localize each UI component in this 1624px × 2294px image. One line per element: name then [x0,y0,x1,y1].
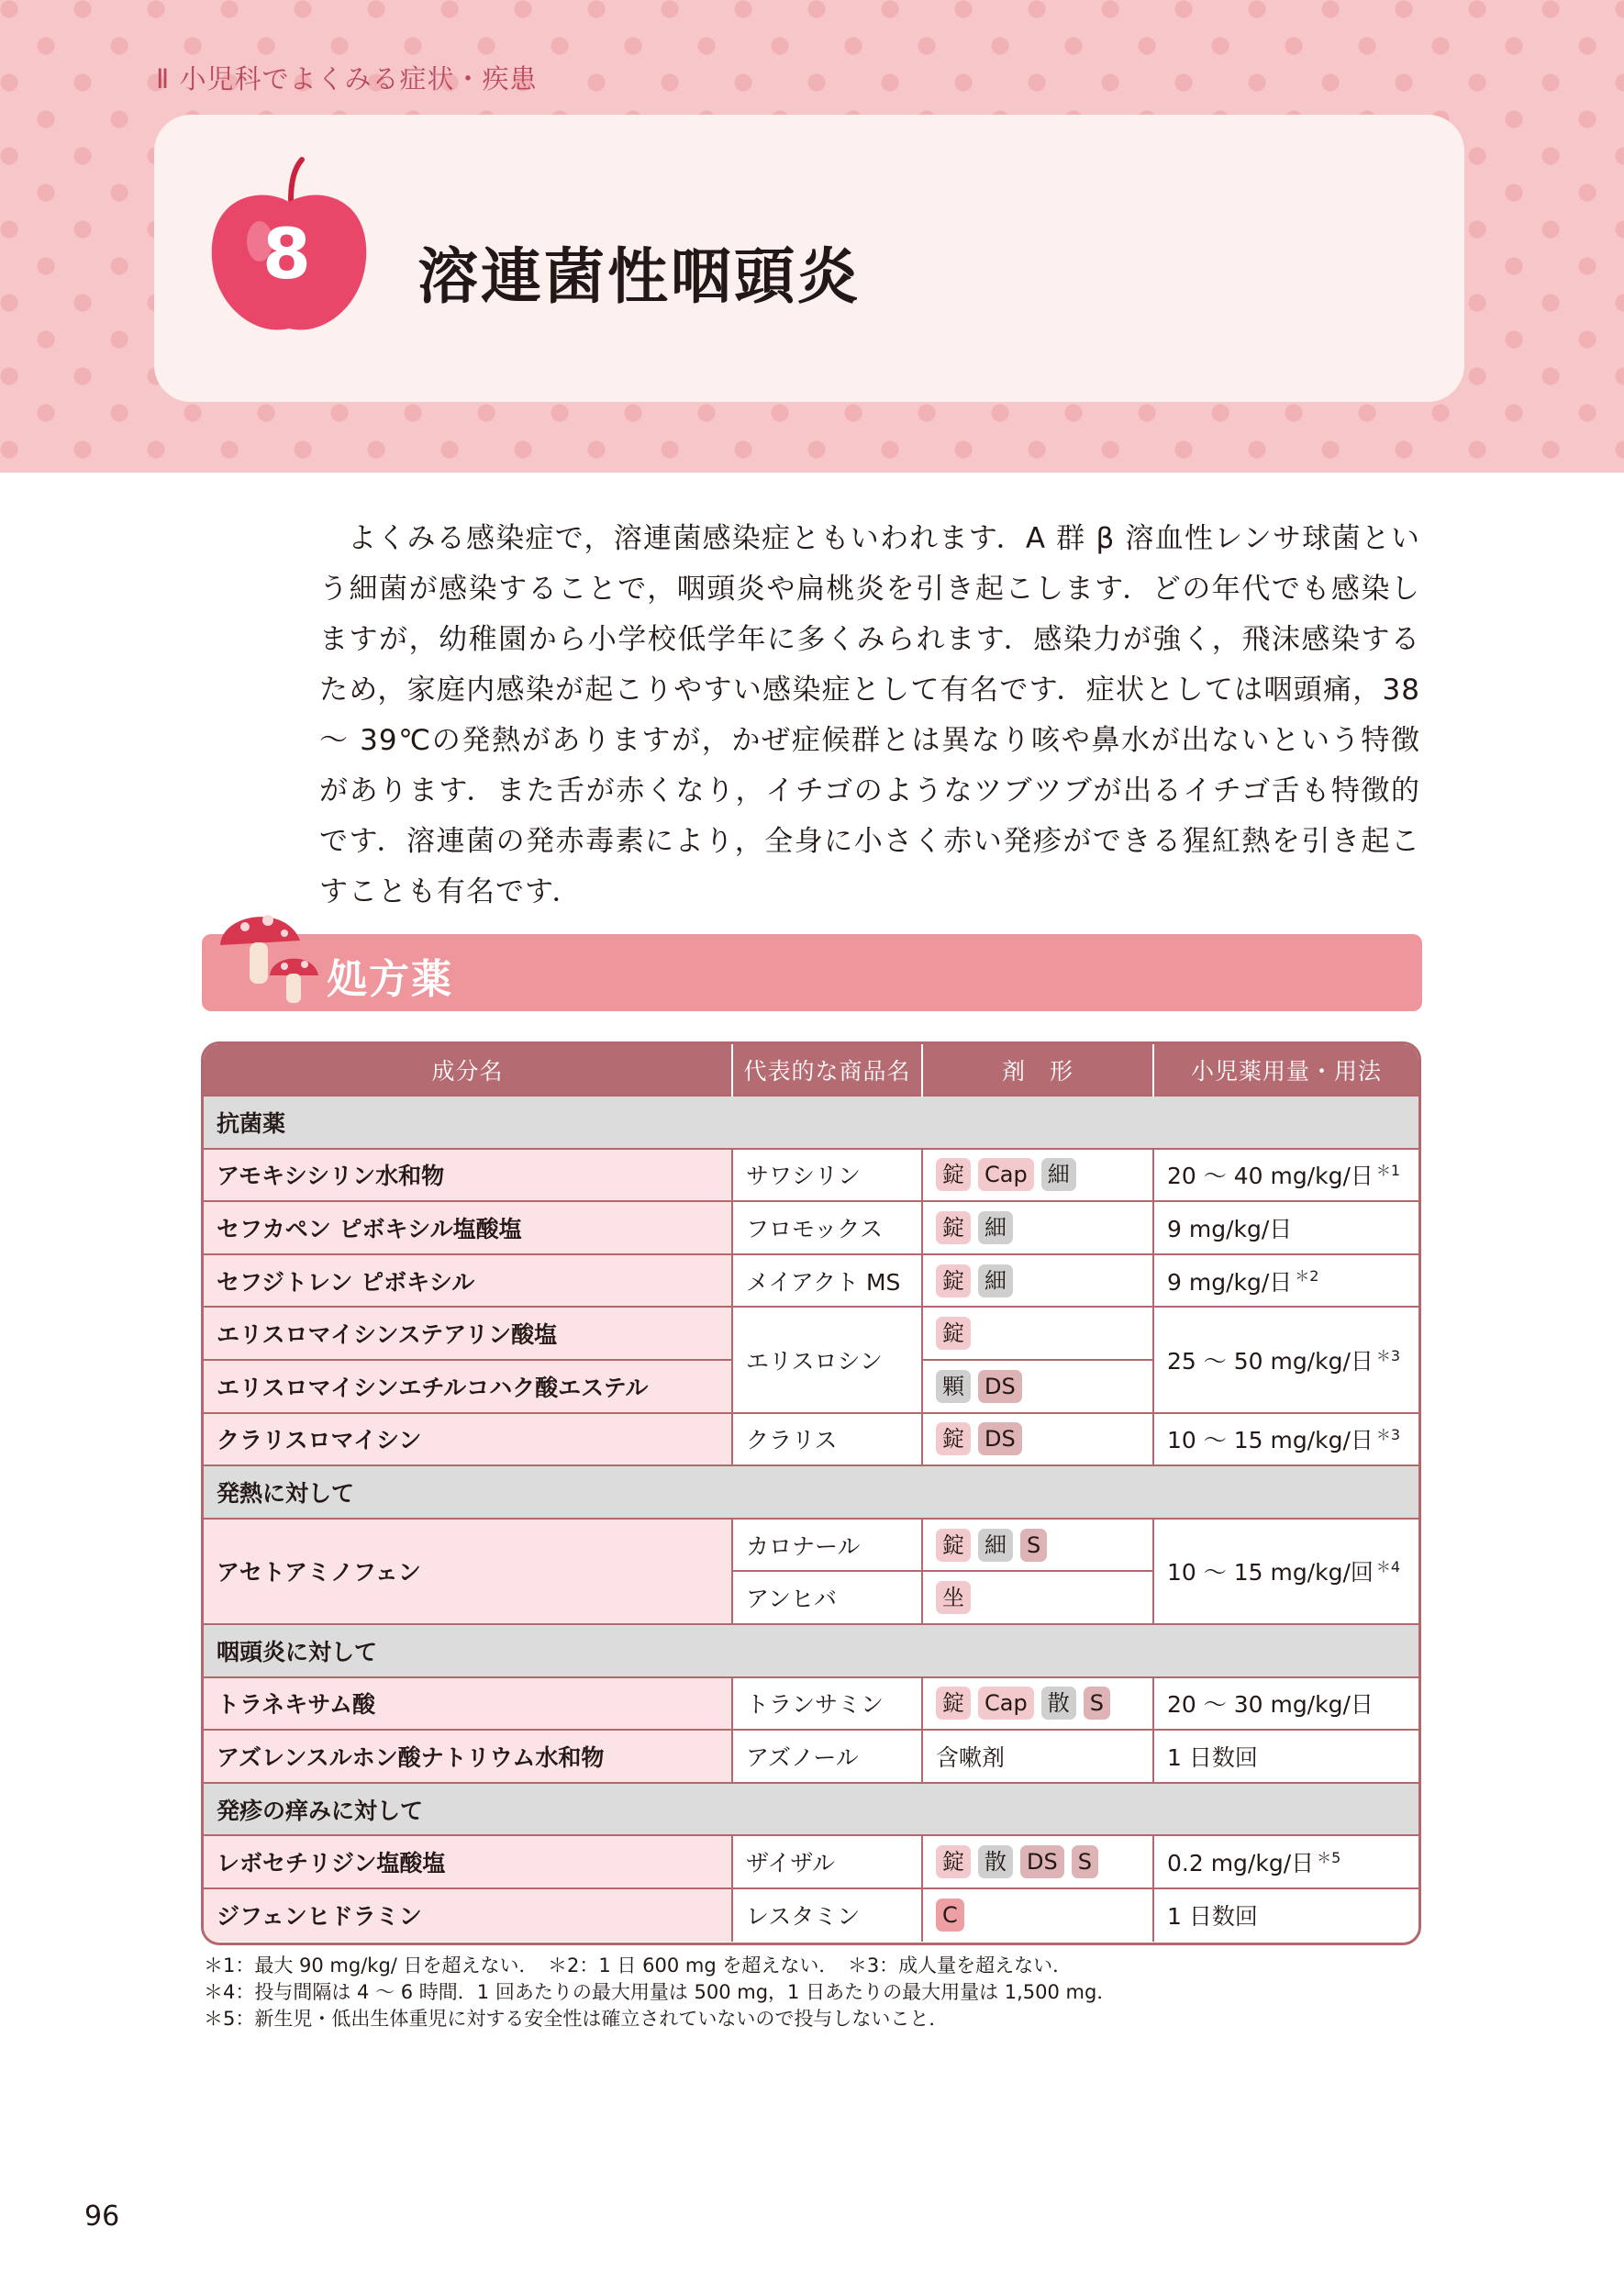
dose-cell [1153,1835,1418,1888]
dose-cell: 1 日数回 [1153,1730,1418,1783]
dose-cell: 20 ～ 30 mg/kg/日 [1153,1677,1418,1731]
form-chip: S [1084,1687,1110,1720]
ingredient-cell: アセトアミノフェン [204,1519,732,1624]
dose-cell: 9 mg/kg/日 [1153,1201,1418,1254]
form-cell [922,1571,1153,1624]
category-label: 発熱に対して [204,1465,1418,1519]
footnote-mark: ＊2 [1295,1267,1319,1286]
page-number: 96 [84,2200,120,2233]
category-label: 抗菌薬 [204,1096,1418,1149]
footnote-line: ＊4：投与間隔は 4 ～ 6 時間．1 回あたりの最大用量は 500 mg，1 日あたりの最大用量は 1,500 mg． [204,1981,1117,2003]
form-cell [922,1835,1153,1888]
brand-cell: クラリス [732,1413,922,1466]
page-title: 溶連菌性咽頭炎 [417,241,861,312]
form-chip: 細 [978,1529,1013,1562]
form-cell [922,1307,1153,1360]
dose-cell [1153,1519,1418,1624]
dose-value: 10 ～ 15 mg/kg/回 [1167,1559,1374,1587]
form-chip: DS [978,1370,1022,1403]
brand-cell: ザイザル [732,1835,922,1888]
brand-cell: レスタミン [732,1888,922,1942]
ingredient-cell: クラリスロマイシン [204,1413,732,1466]
footnote-mark: ＊5 [1317,1848,1341,1866]
form-chip: 錠 [936,1317,971,1350]
category-row [204,1096,1418,1149]
dose-value: 10 ～ 15 mg/kg/日 [1167,1427,1374,1454]
form-chip: Cap [978,1687,1034,1720]
brand-cell: メイアクト MS [732,1254,922,1308]
table-row [204,1677,1418,1731]
category-row [204,1783,1418,1836]
category-row [204,1624,1418,1677]
category-label: 咽頭炎に対して [204,1624,1418,1677]
form-chip: 細 [978,1211,1013,1244]
footnotes [204,1953,1116,2032]
form-chip: 錠 [936,1211,971,1244]
form-chip: 錠 [936,1845,971,1878]
dose-cell: 1 日数回 [1153,1888,1418,1942]
footnote-mark: ＊1 [1375,1162,1401,1180]
table-row [204,1888,1418,1942]
brand-cell: トランサミン [732,1677,922,1731]
mushroom-icon [213,904,332,1009]
form-cell [922,1360,1153,1413]
form-chip: Cap [978,1158,1034,1191]
ingredient-cell: エリスロマイシンステアリン酸塩 [204,1307,732,1360]
form-chip: 錠 [936,1422,971,1455]
ingredient-cell: トラネキサム酸 [204,1677,732,1731]
footnote-line: ＊1：最大 90 mg/kg/ 日を超えない． ＊2：1 日 600 mg を超えない． ＊3：成人量を超えない． [204,1954,1073,1977]
table-row [204,1730,1418,1783]
form-cell [922,1149,1153,1202]
ingredient-cell: セフジトレン ピボキシル [204,1254,732,1308]
form-cell [922,1677,1153,1731]
form-chip: S [1072,1845,1098,1878]
dose-cell [1153,1413,1418,1466]
ingredient-cell: エリスロマイシンエチルコハク酸エステル [204,1360,732,1413]
table-row [204,1149,1418,1202]
column-header-form: 剤 形 [922,1044,1153,1096]
brand-cell: カロナール [732,1519,922,1572]
brand-cell: アンヒバ [732,1571,922,1624]
brand-cell: サワシリン [732,1149,922,1202]
form-chip: 細 [978,1264,1013,1297]
ingredient-cell: アモキシシリン水和物 [204,1149,732,1202]
footnote-line: ＊5：新生児・低出生体重児に対する安全性は確立されていないので投与しないこと． [204,2008,949,2030]
footnote-mark: ＊4 [1375,1558,1401,1576]
form-chip: 散 [1041,1687,1076,1720]
table-row [204,1519,1418,1572]
form-chip: 顆 [936,1370,971,1403]
dose-cell [1153,1307,1418,1412]
form-chip: 錠 [936,1687,971,1720]
form-chip: 散 [978,1845,1013,1878]
category-label: 発疹の痒みに対して [204,1783,1418,1836]
brand-cell: アズノール [732,1730,922,1783]
form-chip: DS [1020,1845,1064,1878]
intro-text [319,514,1420,918]
table-row [204,1307,1418,1360]
table-row [204,1835,1418,1888]
column-header-brand: 代表的な商品名 [732,1044,922,1096]
table-row [204,1254,1418,1308]
form-chip: 錠 [936,1529,971,1562]
form-chip: 細 [1041,1158,1076,1191]
form-cell [922,1413,1153,1466]
form-chip: DS [978,1422,1022,1455]
form-cell [922,1201,1153,1254]
form-cell [922,1254,1153,1308]
column-header-ingredient: 成分名 [204,1044,732,1096]
table-header-row [204,1044,1418,1096]
dose-value: 0.2 mg/kg/日 [1167,1850,1315,1877]
dose-value: 20 ～ 40 mg/kg/日 [1167,1163,1374,1190]
column-header-dose: 小児薬用量・用法 [1153,1044,1418,1096]
brand-cell: エリスロシン [732,1307,922,1412]
dose-cell [1153,1149,1418,1202]
form-chip: 錠 [936,1158,971,1191]
form-cell [922,1888,1153,1942]
form-chip: C [936,1899,964,1932]
dose-value: 25 ～ 50 mg/kg/日 [1167,1347,1374,1375]
form-cell: 含嗽剤 [922,1730,1153,1783]
ingredient-cell: ジフェンヒドラミン [204,1888,732,1942]
chapter-number: 8 [262,213,311,295]
breadcrumb: Ⅱ 小児科でよくみる症状・疾患 [156,63,538,95]
dose-value: 9 mg/kg/日 [1167,1268,1293,1296]
table-row [204,1201,1418,1254]
dose-cell [1153,1254,1418,1308]
form-chip: 錠 [936,1264,971,1297]
form-cell [922,1519,1153,1572]
footnote-mark: ＊3 [1375,1346,1401,1364]
brand-cell: フロモックス [732,1201,922,1254]
intro-paragraph: よくみる感染症で，溶連菌感染症ともいわれます．A 群 β 溶血性レンサ球菌という細菌が感染することで，咽頭炎や扁桃炎を引き起こします．どの年代でも感染しますが，幼稚園から小学校低学年に多くみられます．感染力が強く，飛沫感染するため，家庭内感染が起こりやすい感染症として有名です．症状としては咽頭痛，38 ～ 39℃の発熱がありますが，かぜ症候群とは異なり咳や鼻水が出ないという特徴があります．また舌が赤くなり，イチゴのようなツブツブが出るイチゴ舌も特徴的です．溶連菌の発赤毒素により，全身に小さく赤い発疹ができる猩紅熱を引き起こすことも有名です． [319,522,1420,908]
ingredient-cell: レボセチリジン塩酸塩 [204,1835,732,1888]
section-title: 処方薬 [327,956,453,1003]
ingredient-cell: セフカペン ピボキシル塩酸塩 [204,1201,732,1254]
footnote-mark: ＊3 [1375,1426,1401,1444]
prescription-table [201,1041,1421,1945]
form-chip: S [1020,1529,1047,1562]
category-row [204,1465,1418,1519]
ingredient-cell: アズレンスルホン酸ナトリウム水和物 [204,1730,732,1783]
table-row [204,1413,1418,1466]
form-chip: 坐 [936,1581,971,1614]
